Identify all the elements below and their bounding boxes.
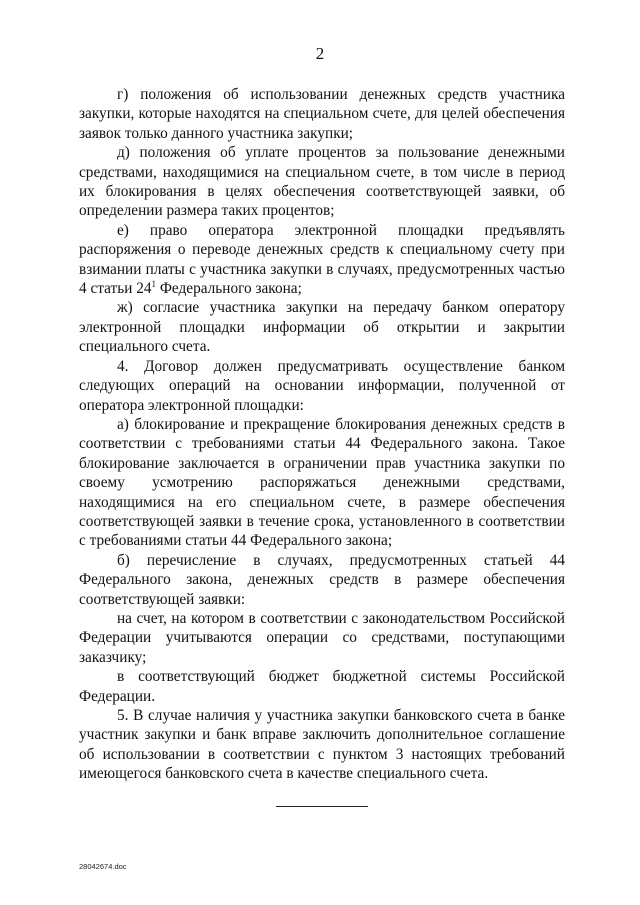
paragraph-4: 4. Договор должен предусматривать осуществление банком следующих операций на основании информации, полученной от оператора электронной площадки: <box>79 357 565 414</box>
paragraph-b: б) перечисление в случаях, предусмотренных статьей 44 Федерального закона, денежных средств в размере обеспечения соответствующей заявки: <box>79 551 565 608</box>
footer-document-id: 28042674.doc <box>79 862 127 871</box>
paragraph-zh: ж) согласие участника закупки на передачу банком оператору электронной площадки информации об открытии и закрытии специального счета. <box>79 299 565 356</box>
paragraph-b-account: на счет, на котором в соответствии с законодательством Российской Федерации учитываются операции со средствами, поступающими заказчику; <box>79 609 565 666</box>
paragraph-e-tail: Федерального закона; <box>156 280 302 298</box>
paragraph-e <box>79 221 565 299</box>
superscript-one: 1 <box>151 279 156 290</box>
paragraph-g: г) положения об использовании денежных средств участника закупки, которые находятся на специальном счете, для целей обеспечения заявок только данного участника закупки; <box>79 86 565 142</box>
end-divider <box>276 806 368 807</box>
paragraph-a: а) блокирование и прекращение блокирования денежных средств в соответствии с требованиями статьи 44 Федерального закона. Такое блокирование заключается в ограничении прав участника закупки по своему усмотрению распоряжаться денежными средствами, находящимися на его специальном счете, в размере обеспечения соответствующей заявки в течение срока, установленного в соответствии с требованиями статьи 44 Федерального закона; <box>79 415 565 550</box>
paragraph-d: д) положения об уплате процентов за пользование денежными средствами, находящимися на специальном счете, в том числе в период их блокирования в целях обеспечения соответствующей заявки, об определении размера таких процентов; <box>79 144 565 220</box>
document-body <box>79 85 565 784</box>
paragraph-e-text: е) право оператора электронной площадки предъявлять распоряжения о переводе денежных средств к специальному счету при взимании платы с участника закупки в случаях, предусмотренных частью 4 статьи 24 <box>79 221 565 298</box>
paragraph-5: 5. В случае наличия у участника закупки банковского счета в банке участник закупки и банк вправе заключить дополнительное соглашение об использовании в соответствии с пунктом 3 настоящих требований имеющегося банковского счета в качестве специального счета. <box>79 707 565 783</box>
page-number: 2 <box>315 44 325 63</box>
paragraph-b-budget: в соответствующий бюджет бюджетной системы Российской Федерации. <box>79 668 565 705</box>
